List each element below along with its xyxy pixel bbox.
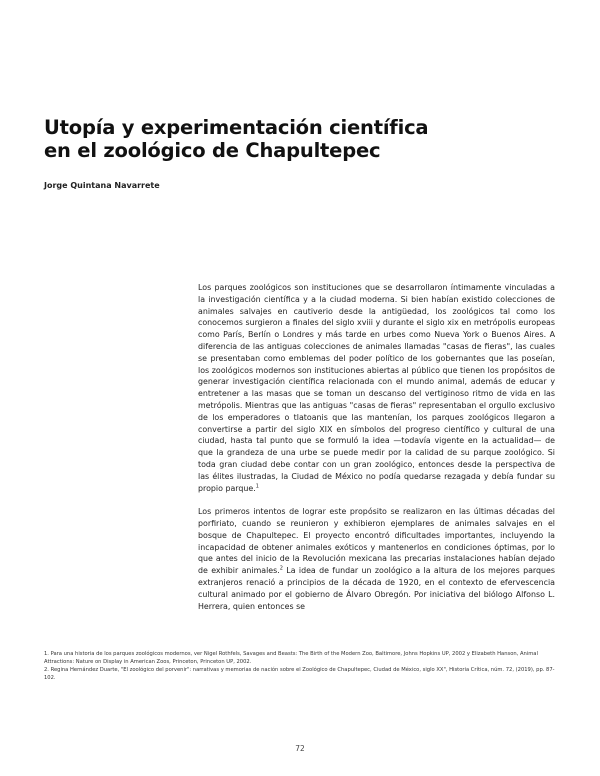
footnote-marker-2: 2	[279, 565, 283, 572]
footnote-2: 2. Regina Hernández Duarte, "El zoológico del porvenir": narrativas y memorias de nación sobre el Zoológico de Chapultepec, Ciudad de México, siglo XX", Historia Crítica, núm. 72, (2019), pp. 87-102.	[44, 667, 555, 681]
author-name: Jorge Quintana Navarrete	[44, 181, 160, 190]
body-paragraph-1	[198, 282, 555, 494]
page-number: 72	[295, 744, 305, 753]
footnote-1: 1. Para una historia de los parques zoológicos modernos, ver Nigel Rothfels, Savages and Beasts: The Birth of the Modern Zoo, Baltimore, Johns Hopkins UP, 2002 y Elizabeth Hanson, Animal Attractions: Nature on Display in American Zoos, Princeton, Princeton UP, 2002.	[44, 651, 538, 665]
body-paragraph-1-text: Los parques zoológicos son instituciones que se desarrollaron íntimamente vinculadas a la investigación científica y a la ciudad moderna. Si bien habían existido colecciones de animales salvajes en cautiverio desde la antigüedad, los zoológicos tal como los conocemos surgieron a finales del siglo xviii y durante el siglo xix en metrópolis europeas como París, Berlín o Londres y más tarde en urbes como Nueva York o Buenos Aires. A diferencia de las antiguas colecciones de animales llamadas "casas de fieras", las cuales se presentaban como emblemas del poder político de los gobernantes que las poseían, los zoológicos modernos son instituciones abiertas al público que tienen los propósitos de generar investigación científica relacionada con el mundo animal, además de educar y entretener a las masas que se toman un descanso del vertiginoso ritmo de vida en las metrópolis. Mientras que las antiguas "casas de fieras" representaban el orgullo exclusivo de los emperadores o tlatoanis que las mantenían, los parques zoológicos llegaron a convertirse a partir del siglo XIX en símbolos del progreso científico y cultural de una ciudad, hasta tal punto que se formuló la idea —todavía vigente en la actualidad— de que la grandeza de una urbe se puede medir por la calidad de su parque zoológico. Si toda gran ciudad debe contar con un gran zoológico, entonces desde la perspectiva de las élites ilustradas, la Ciudad de México no podía quedarse rezagada y debía fundar su propio parque.	[198, 283, 555, 493]
footnotes	[44, 651, 556, 682]
footnote-marker-1: 1	[255, 482, 259, 489]
article-title-line-1: Utopía y experimentación científica	[44, 116, 429, 139]
article-title	[44, 116, 564, 162]
article-title-line-2: en el zoológico de Chapultepec	[44, 139, 381, 162]
body-text	[198, 282, 555, 612]
body-paragraph-2-text-b: La idea de fundar un zoológico a la altura de los mejores parques extranjeros renació a principios de la década de 1920, en el contexto de efervescencia cultural animado por el gobierno de Álvaro Obregón. Por iniciativa del biólogo Alfonso L. Herrera, quien entonces se	[198, 566, 555, 611]
body-paragraph-2-text-a: Los primeros intentos de lograr este propósito se realizaron en las últimas décadas del porfiriato, cuando se reunieron y exhibieron ejemplares de animales salvajes en el bosque de Chapultepec. El proyecto encontró dificultades importantes, incluyendo la incapacidad de obtener animales exóticos y mantenerlos en condiciones óptimas, por lo que antes del inicio de la Revolución mexicana las precarias instalaciones habían dejado de exhibir animales.	[198, 507, 555, 576]
body-paragraph-2	[198, 506, 555, 612]
